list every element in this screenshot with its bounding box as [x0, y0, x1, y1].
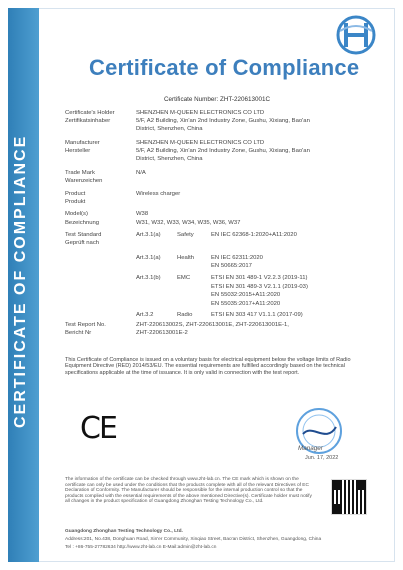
label-warenzeichen: Warenzeichen [65, 178, 103, 184]
sidebar-band [8, 8, 39, 562]
clause-health: Art.3.1(a) [136, 255, 161, 261]
value-manufacturer: SHENZHEN M-QUEEN ELECTRONICS CO LTD [136, 140, 265, 146]
page-title: Certificate of Compliance [89, 55, 360, 80]
footer-text: The information of the certificate can be checked through www.zht-lab.cn. The CE mark which is shown on the certificate can only be used under the conditions that the products complete with all of the relevant Directives of EC Declaration of Conformity. The Manufacturer should be responsible for the internal production control so that the products complied with the essential requirements of the above mentioned Directive(s). Certificate holder must notify all changes in the product specification of Guangdong Zhonghan Testing Technology Co., Ltd. [65, 477, 312, 504]
type-radio: Radio [177, 312, 193, 318]
value-holder-address-2: District, Shenzhen, China [136, 126, 203, 132]
value-product: Wireless charger [136, 191, 181, 197]
ce-mark-icon: CE [80, 411, 116, 446]
std-emc-3: EN 55032:2015+A11:2020 [211, 292, 281, 298]
label-product: Product [65, 191, 86, 197]
value-test-report-2: ZHT-220613001E-2 [136, 330, 188, 336]
company-name: Guangdong Zhonghan Testing Technology Co., Ltd. [65, 529, 183, 534]
logo-icon [334, 13, 378, 57]
clause-emc: Art.3.1(b) [136, 275, 161, 281]
signature-title: Manager [298, 445, 323, 452]
std-safety: EN IEC 62368-1:2020+A11:2020 [211, 232, 297, 238]
label-test-standard: Test Standard [65, 232, 102, 238]
label-hersteller: Hersteller [65, 148, 91, 154]
label-zertifikatsinhaber: Zertifikatsinhaber [65, 118, 111, 124]
signature-date: Jun. 17, 2022 [305, 455, 339, 461]
type-emc: EMC [177, 275, 191, 281]
sidebar-text: CERTIFICATE OF COMPLIANCE [12, 134, 29, 428]
label-holder: Certificate's Holder [65, 110, 115, 116]
label-bericht-nr: Bericht Nr [65, 330, 92, 336]
std-emc-2: ETSI EN 301 489-3 V2.1.1 (2019-03) [211, 284, 308, 290]
type-safety: Safety [177, 232, 194, 238]
std-radio: ETSI EN 303 417 V1.1.1 (2017-09) [211, 312, 303, 318]
value-manufacturer-address-2: District, Shenzhen, China [136, 156, 203, 162]
value-holder: SHENZHEN M-QUEEN ELECTRONICS CO LTD [136, 110, 265, 116]
std-health-1: EN IEC 62311:2020 [211, 255, 263, 261]
value-model-main: W38 [136, 211, 149, 217]
value-test-report-1: ZHT-220613002S, ZHT-220613001E, ZHT-220613001E-1, [136, 322, 289, 328]
value-manufacturer-address-1: 5/F, A2 Building, Xin'an 2nd Industry Zone, Gushu, Xixiang, Bao'an [136, 148, 310, 154]
clause-safety: Art.3.1(a) [136, 232, 161, 238]
std-emc-4: EN 55035:2017+A11:2020 [211, 301, 281, 307]
certificate-number: Certificate Number: ZHT-220613001C [164, 96, 271, 103]
std-emc-1: ETSI EN 301 489-1 V2.2.3 (2019-11) [211, 275, 308, 281]
type-health: Health [177, 255, 195, 261]
label-bezeichnung: Bezeichnung [65, 220, 100, 226]
value-holder-address-1: 5/F, A2 Building, Xin'an 2nd Industry Zone, Gushu, Xixiang, Bao'an [136, 118, 310, 124]
clause-radio: Art.3.2 [136, 312, 154, 318]
label-trade-mark: Trade Mark [65, 170, 95, 176]
label-geprueft-nach: Geprüft nach [65, 240, 100, 246]
qr-code [331, 479, 367, 515]
value-trade-mark: N/A [136, 170, 146, 176]
value-models-series: W31, W32, W33, W34, W35, W36, W37 [136, 220, 241, 226]
company-contact: Tel : +86-755-27782634 http://www.zht-lab.cn E-Mail:admin@zht-lab.cn [65, 545, 217, 550]
company-address: Address:201, No.438, Donghuan Road, Xin'er Community, Xinqiao Street, Bao'an District, Shenzhen, Guangdong, China [65, 537, 322, 542]
label-models: Model(s) [65, 211, 88, 217]
label-test-report: Test Report No. [65, 322, 106, 328]
label-manufacturer: Manufacturer [65, 140, 100, 146]
label-produkt: Produkt [65, 199, 86, 205]
compliance-note: This Certificate of Compliance is issued on a voluntary basis for electrical equipment below the voltage limits of Radio Equipment Directive (RED) 2014/53/EU. The essential requirements are fulfilled accordingly based on the technical specifications applicable at the time of issuance. It is only valid in connection with the test report. [65, 357, 351, 376]
std-health-2: EN 50665:2017 [211, 263, 252, 269]
